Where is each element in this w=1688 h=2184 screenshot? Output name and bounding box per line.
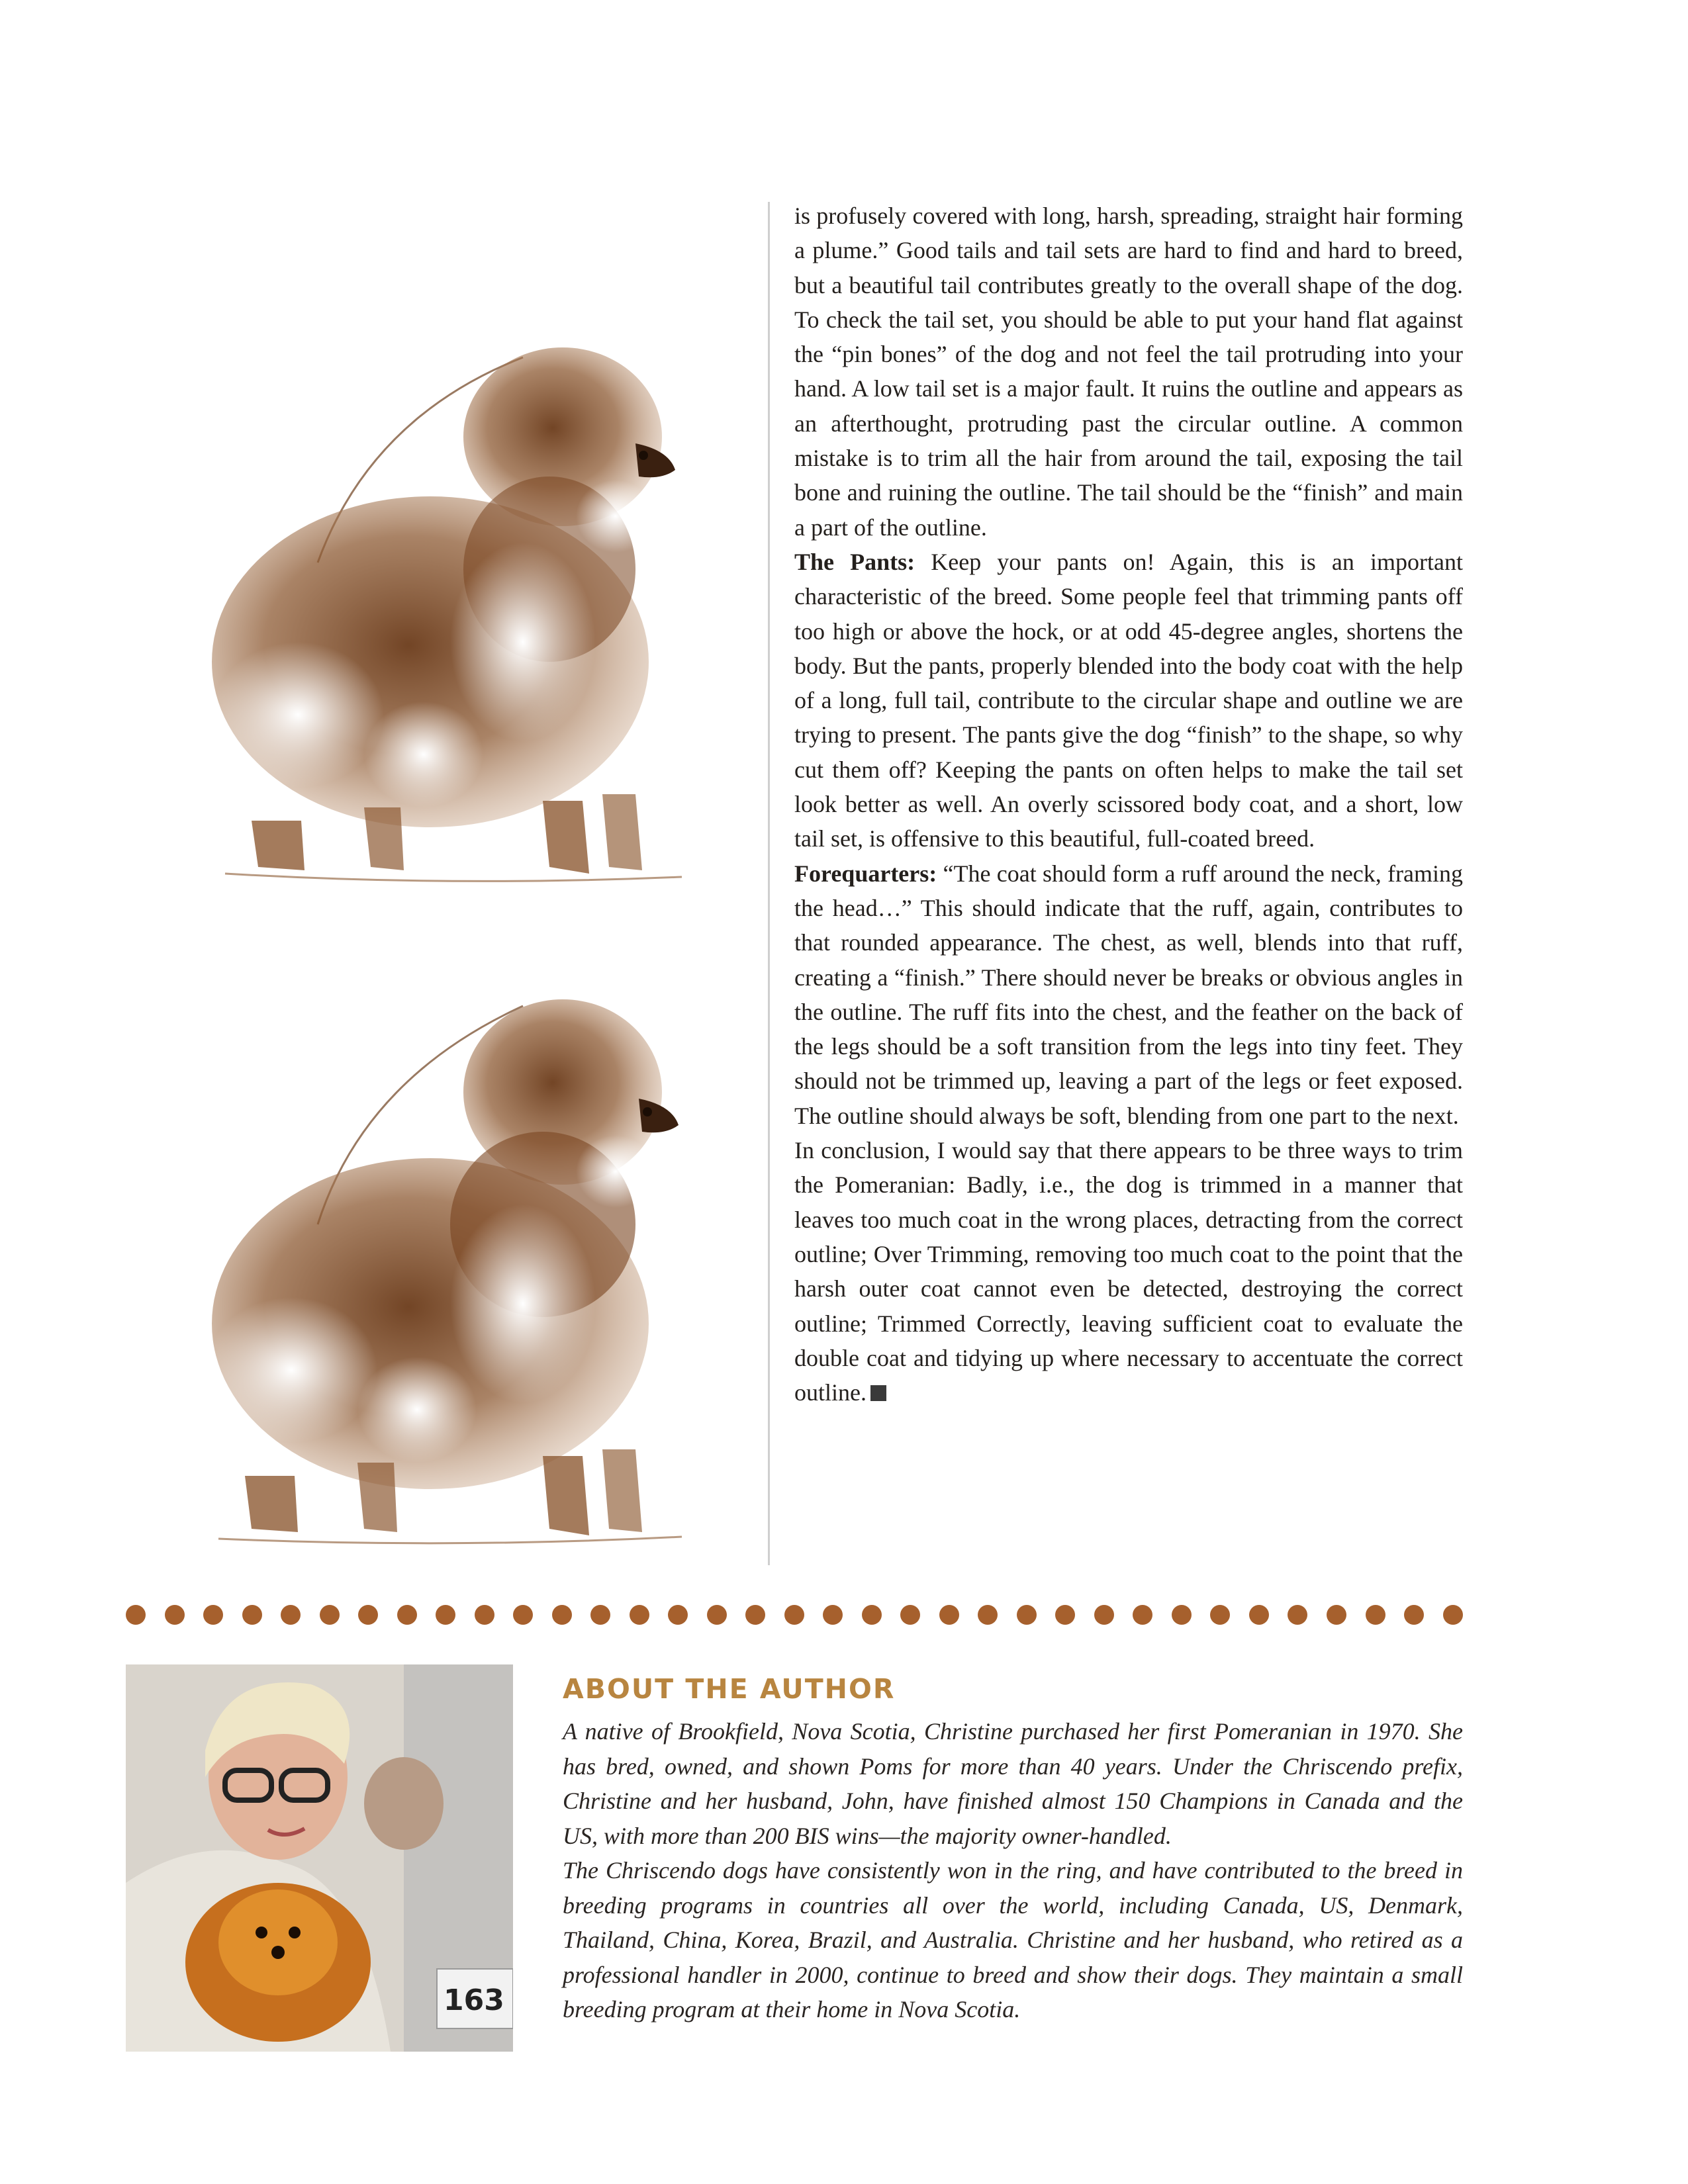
article-body: [794, 199, 1463, 1410]
divider-dot: [668, 1605, 688, 1625]
divider-dot: [165, 1605, 185, 1625]
divider-dot: [1249, 1605, 1269, 1625]
divider-dot: [513, 1605, 533, 1625]
divider-dot: [552, 1605, 572, 1625]
divider-dot: [900, 1605, 920, 1625]
divider-dot: [823, 1605, 843, 1625]
divider-dot: [397, 1605, 417, 1625]
paragraph-tail: is profusely covered with long, harsh, spreading, straight hair forming a plume.” Good tails and tail sets are hard to find and hard to breed, but a beautiful tail contributes greatly to the overall shape of the dog. To check the tail set, you should be able to put your hand flat against the “pin bones” of the dog and not feel the tail protruding into your hand. A low tail set is a major fault. It ruins the outline and appears as an afterthought, protruding past the circular outline. A common mistake is to trim all the hair from around the tail, exposing the tail bone and ruining the outline. The tail should be the “finish” and main a part of the outline.: [794, 203, 1463, 541]
divider-dot: [1172, 1605, 1192, 1625]
paragraph-conclusion: [794, 1133, 1463, 1410]
divider-dot: [939, 1605, 959, 1625]
divider-dot: [126, 1605, 146, 1625]
author-bio: [563, 1714, 1463, 2027]
divider-dot: [281, 1605, 301, 1625]
divider-dot: [358, 1605, 378, 1625]
divider-dot: [1133, 1605, 1152, 1625]
divider-dot: [590, 1605, 610, 1625]
author-photo: [126, 1664, 513, 2052]
divider-dot: [1327, 1605, 1346, 1625]
heading-pants: The Pants:: [794, 548, 915, 575]
text-forequarters: “The coat should form a ruff around the neck, framing the head…” This should indicate that the ruff, again, contributes to that rounded appearance. The chest, as well, blends into that ruff, creating a “finish.” There should never be breaks or obvious angles in the outline. The ruff fits into the chest, and the feather on the back of the legs should be a soft transition from the legs into tiny feet. They should not be trimmed up, leaving a part of the legs or feet exposed. The outline should always be soft, blending from one part to the next.: [794, 860, 1464, 1129]
divider-dot: [978, 1605, 998, 1625]
divider-dot: [203, 1605, 223, 1625]
divider-dot: [1094, 1605, 1114, 1625]
armband-number: 163: [444, 1983, 504, 2017]
pomeranian-illustration-bottom: [152, 999, 748, 1549]
divider-dot: [1055, 1605, 1075, 1625]
author-bio-paragraph-1: A native of Brookfield, Nova Scotia, Christine purchased her first Pomeranian in 1970. She has bred, owned, and shown Poms for more than 40 years. Under the Chriscendo prefix, Christine and her husband, John, have finished almost 150 Champions in Canada and the US, with more than 200 BIS wins—the majority owner-handled.: [563, 1718, 1463, 1849]
divider-dot: [1017, 1605, 1037, 1625]
divider-dot: [1366, 1605, 1385, 1625]
text-conclusion: In conclusion, I would say that there appears to be three ways to trim the Pomeranian: Badly, i.e., the dog is trimmed in a manner that leaves too much coat in the wrong places, detracting from the correct outline; Over Trimming, removing too much coat to the point that the harsh outer coat cannot even be detected, destroying the correct outline; Trimmed Correctly, leaving sufficient coat to evaluate the double coat and tidying up where necessary to accentuate the correct outline.: [794, 1137, 1463, 1406]
divider-dot: [745, 1605, 765, 1625]
about-author-heading: ABOUT THE AUTHOR: [563, 1673, 896, 1705]
author-bio-paragraph-2: The Chriscendo dogs have consistently won in the ring, and have contributed to the breed in breeding programs in countries all over the world, including Canada, US, Denmark, Thailand, China, Korea, Brazil, and Australia. Christine and her husband, who retired as a professional handler in 2000, continue to breed and show their dogs. They maintain a small breeding program at their home in Nova Scotia.: [563, 1857, 1463, 2023]
pomeranian-illustration-top: [152, 344, 748, 887]
divider-dot: [707, 1605, 727, 1625]
end-mark-icon: [870, 1385, 886, 1401]
paragraph-forequarters: [794, 856, 1463, 1133]
divider-dot: [320, 1605, 340, 1625]
divider-dot: [1210, 1605, 1230, 1625]
divider-dot: [862, 1605, 882, 1625]
divider-dot: [475, 1605, 494, 1625]
heading-forequarters: Forequarters:: [794, 860, 937, 887]
divider-dot: [784, 1605, 804, 1625]
divider-dot: [1443, 1605, 1463, 1625]
divider-dot: [1288, 1605, 1307, 1625]
divider-dot: [630, 1605, 649, 1625]
paragraph-pants: [794, 545, 1463, 856]
text-pants: Keep your pants on! Again, this is an important characteristic of the breed. Some people feel that trimming pants off too high or above the hock, or at odd 45-degree angles, shortens the body. But the pants, properly blended into the body coat with the help of a long, full tail, contribute to the circular shape and outline we are trying to present. The pants give the dog “finish” to the shape, so why cut them off? Keeping the pants on often helps to make the tail set look better as well. An overly scissored body coat, and a short, low tail set, is offensive to this beautiful, full-coated breed.: [794, 548, 1463, 852]
divider-dot: [242, 1605, 262, 1625]
divider-dot: [436, 1605, 455, 1625]
divider-dot: [1404, 1605, 1424, 1625]
dotted-divider: [126, 1602, 1463, 1628]
column-divider: [768, 202, 770, 1565]
